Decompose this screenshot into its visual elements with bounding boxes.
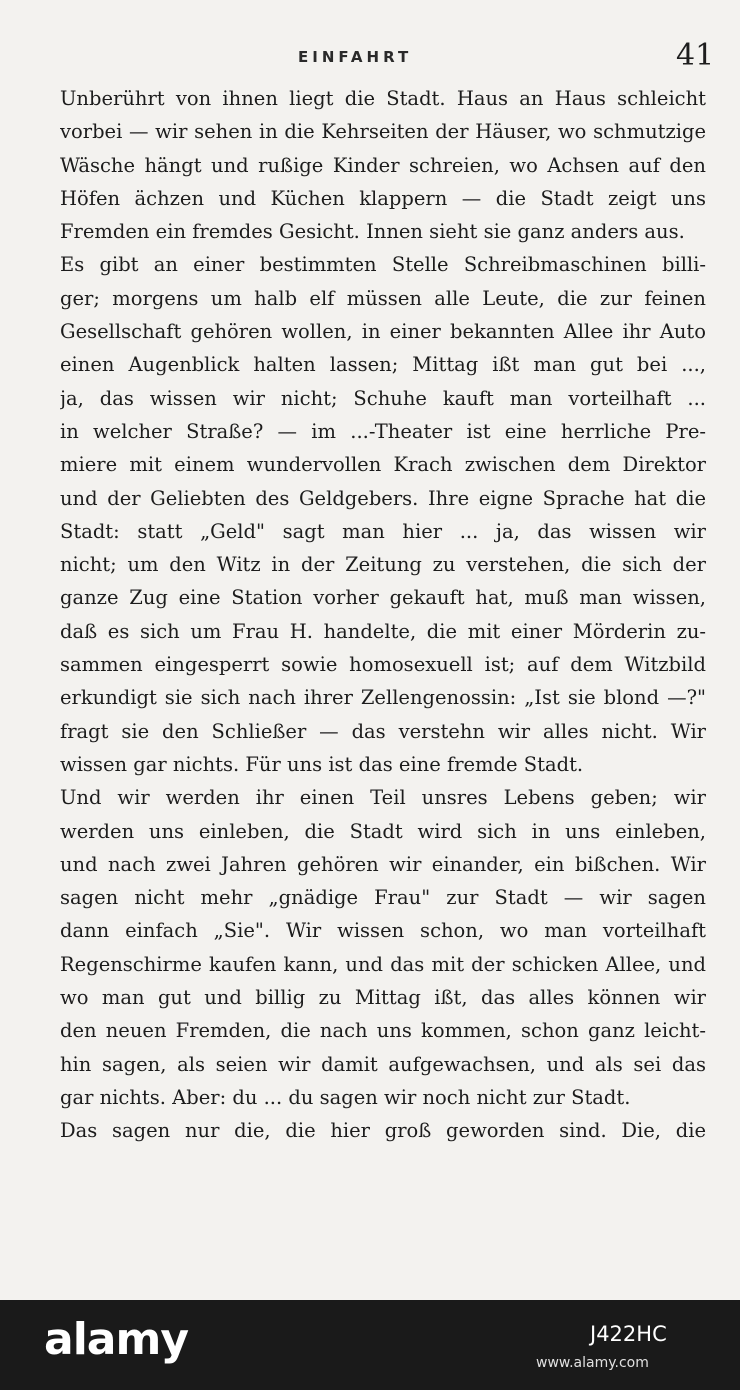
text-line: vorbei — wir sehen in die Kehrseiten der Häuser, wo schmutzige bbox=[60, 120, 706, 144]
text-line: erkundigt sie sich nach ihrer Zellengenossin: „Ist sie blond —?" bbox=[60, 686, 706, 710]
text-line: Höfen ächzen und Küchen klappern — die Stadt zeigt uns bbox=[60, 186, 706, 210]
text-line: Und wir werden ihr einen Teil unsres Lebens geben; wir bbox=[60, 786, 706, 810]
text-line: in welcher Straße? — im ...-Theater ist eine herrliche Pre- bbox=[60, 419, 706, 443]
text-line: Stadt: statt „Geld" sagt man hier ... ja, das wissen wir bbox=[60, 519, 706, 543]
text-line: Wäsche hängt und rußige Kinder schreien, wo Achsen auf den bbox=[60, 153, 706, 177]
text-line: Es gibt an einer bestimmten Stelle Schreibmaschinen billi- bbox=[60, 253, 706, 277]
text-line: Unberührt von ihnen liegt die Stadt. Haus an Haus schleicht bbox=[60, 87, 706, 110]
text-line: und nach zwei Jahren gehören wir einander, ein bißchen. Wir bbox=[60, 852, 706, 876]
image-id: J422HC bbox=[590, 1322, 667, 1346]
page-header bbox=[0, 38, 740, 78]
text-line: wissen gar nichts. Für uns ist das eine fremde Stadt. bbox=[60, 752, 584, 776]
text-line: daß es sich um Frau H. handelte, die mit einer Mörderin zu- bbox=[60, 619, 706, 643]
body-text bbox=[60, 82, 706, 1148]
text-line: Gesellschaft gehören wollen, in einer bekannten Allee ihr Auto bbox=[60, 320, 706, 344]
text-line: fragt sie den Schließer — das verstehn wir alles nicht. Wir bbox=[60, 719, 706, 743]
text-line: ja, das wissen wir nicht; Schuhe kauft man vorteilhaft ... bbox=[60, 386, 706, 410]
text-line: Das sagen nur die, die hier groß geworden sind. Die, die bbox=[60, 1119, 706, 1143]
text-line: miere mit einem wundervollen Krach zwischen dem Direktor bbox=[60, 453, 706, 477]
page-number: 41 bbox=[676, 38, 715, 73]
watermark-bar bbox=[0, 1300, 740, 1390]
text-line: werden uns einleben, die Stadt wird sich in uns einleben, bbox=[60, 819, 706, 843]
text-line: ganze Zug eine Station vorher gekauft hat, muß man wissen, bbox=[60, 586, 706, 610]
text-line: und der Geliebten des Geldgebers. Ihre eigne Sprache hat die bbox=[60, 486, 706, 510]
text-line: nicht; um den Witz in der Zeitung zu verstehen, die sich der bbox=[60, 553, 706, 577]
text-line: einen Augenblick halten lassen; Mittag ißt man gut bei ..., bbox=[60, 353, 706, 377]
text-line: hin sagen, als seien wir damit aufgewachsen, und als sei das bbox=[60, 1052, 706, 1076]
text-line: Regenschirme kaufen kann, und das mit der schicken Allee, und bbox=[60, 952, 706, 976]
text-line: sagen nicht mehr „gnädige Frau" zur Stadt — wir sagen bbox=[60, 886, 706, 910]
running-title: EINFAHRT bbox=[298, 48, 413, 66]
text-line: sammen eingesperrt sowie homosexuell ist; auf dem Witzbild bbox=[60, 653, 706, 677]
text-line: wo man gut und billig zu Mittag ißt, das alles können wir bbox=[60, 986, 706, 1010]
text-line: ger; morgens um halb elf müssen alle Leute, die zur feinen bbox=[60, 286, 706, 310]
site-url: www.alamy.com bbox=[536, 1355, 649, 1371]
text-line: den neuen Fremden, die nach uns kommen, schon ganz leicht- bbox=[60, 1019, 706, 1043]
text-line: gar nichts. Aber: du ... du sagen wir noch nicht zur Stadt. bbox=[60, 1085, 631, 1109]
text-line: Fremden ein fremdes Gesicht. Innen sieht sie ganz anders aus. bbox=[60, 220, 685, 244]
watermark-logo: alamy bbox=[44, 1314, 188, 1365]
text-line: dann einfach „Sie". Wir wissen schon, wo man vorteilhaft bbox=[60, 919, 706, 943]
